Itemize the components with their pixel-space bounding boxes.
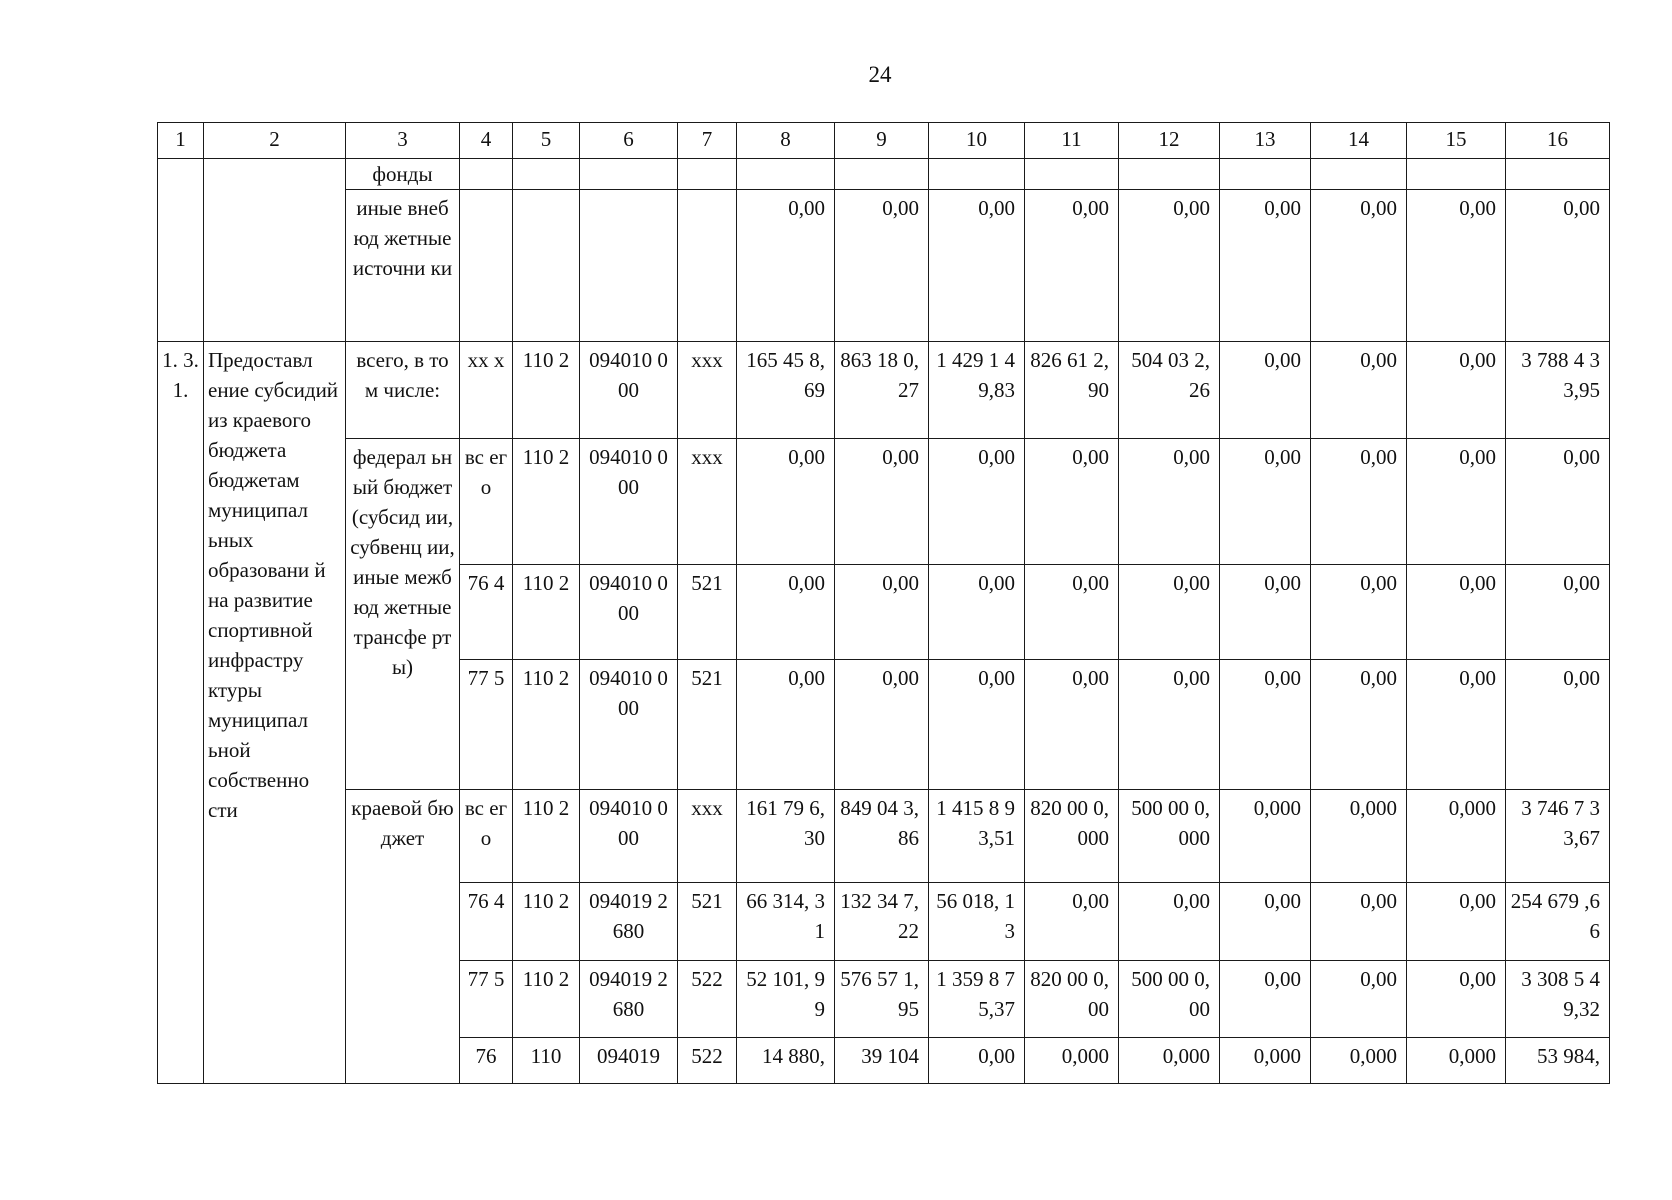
- budget-table: [157, 122, 1610, 1084]
- value-cell: 0,00: [1220, 961, 1311, 1038]
- value-cell: 3 746 7 33,67: [1506, 790, 1610, 883]
- table-cell: [835, 159, 929, 190]
- value-cell: 0,00: [1311, 961, 1407, 1038]
- value-cell: 0,00: [1119, 883, 1220, 961]
- code-cell: 76: [460, 1038, 513, 1084]
- value-cell: 0,00: [1119, 660, 1220, 790]
- table-cell: [513, 190, 580, 342]
- value-cell: 52 101, 99: [737, 961, 835, 1038]
- value-cell: 0,00: [1407, 565, 1506, 660]
- value-cell: 0,000: [1220, 1038, 1311, 1084]
- page-number: 24: [868, 62, 892, 87]
- value-cell: 56 018, 13: [929, 883, 1025, 961]
- table-row: [158, 790, 1610, 883]
- code-cell: 77 5: [460, 961, 513, 1038]
- value-cell: 0,00: [1220, 342, 1311, 439]
- code-cell: 110 2: [513, 660, 580, 790]
- table-cell: [204, 159, 346, 342]
- code-cell: 110 2: [513, 565, 580, 660]
- value-cell: 132 34 7,22: [835, 883, 929, 961]
- value-cell: 0,00: [1506, 565, 1610, 660]
- table-cell: [1220, 159, 1311, 190]
- value-cell: 0,00: [1311, 342, 1407, 439]
- value-cell: 0,00: [1407, 342, 1506, 439]
- value-cell: 0,000: [1311, 790, 1407, 883]
- value-cell: 0,00: [835, 190, 929, 342]
- value-cell: 0,00: [737, 565, 835, 660]
- code-cell: 110 2: [513, 439, 580, 565]
- value-cell: 0,00: [1220, 883, 1311, 961]
- table-cell: [1506, 159, 1610, 190]
- item-description-cell: Предоставл ение субсидий из краевого бюджета бюджетам муниципал ьных образовани й на развитие спортивной инфрастру ктуры муниципал ьной собственно сти: [204, 342, 346, 1084]
- table-cell: [678, 159, 737, 190]
- header-cell: 10: [929, 123, 1025, 159]
- value-cell: 0,00: [1119, 439, 1220, 565]
- value-cell: 0,00: [929, 565, 1025, 660]
- value-cell: 504 03 2,26: [1119, 342, 1220, 439]
- header-cell: 6: [580, 123, 678, 159]
- value-cell: 0,00: [835, 660, 929, 790]
- code-cell: 521: [678, 565, 737, 660]
- code-cell: ххх: [678, 439, 737, 565]
- code-cell: ххх: [678, 342, 737, 439]
- table-cell: [460, 190, 513, 342]
- value-cell: 0,00: [1506, 439, 1610, 565]
- value-cell: 39 104: [835, 1038, 929, 1084]
- value-cell: 0,00: [1311, 883, 1407, 961]
- code-cell: 521: [678, 660, 737, 790]
- code-cell: 094010 000: [580, 342, 678, 439]
- value-cell: 0,00: [1506, 660, 1610, 790]
- value-cell: 0,00: [1407, 190, 1506, 342]
- value-cell: 254 679 ,66: [1506, 883, 1610, 961]
- value-cell: 0,00: [1025, 190, 1119, 342]
- value-cell: 0,00: [1025, 565, 1119, 660]
- table-cell: [580, 190, 678, 342]
- value-cell: 0,00: [1407, 439, 1506, 565]
- value-cell: 0,00: [1311, 190, 1407, 342]
- value-cell: 0,00: [1025, 660, 1119, 790]
- table-cell: [158, 159, 204, 342]
- value-cell: 0,000: [1025, 1038, 1119, 1084]
- value-cell: 0,00: [1220, 439, 1311, 565]
- code-cell: вс ег о: [460, 790, 513, 883]
- header-row: [158, 123, 1610, 159]
- value-cell: 53 984,: [1506, 1038, 1610, 1084]
- code-cell: вс ег о: [460, 439, 513, 565]
- value-cell: 0,00: [1220, 660, 1311, 790]
- code-cell: 76 4: [460, 565, 513, 660]
- header-cell: 16: [1506, 123, 1610, 159]
- value-cell: 14 880,: [737, 1038, 835, 1084]
- header-cell: 11: [1025, 123, 1119, 159]
- value-cell: 0,00: [835, 565, 929, 660]
- header-cell: 1: [158, 123, 204, 159]
- header-cell: 4: [460, 123, 513, 159]
- value-cell: 0,00: [929, 439, 1025, 565]
- source-cell: всего, в том числе:: [346, 342, 460, 439]
- value-cell: 0,00: [737, 660, 835, 790]
- value-cell: 0,00: [1220, 190, 1311, 342]
- value-cell: 820 00 0,00: [1025, 961, 1119, 1038]
- code-cell: 094019 2680: [580, 883, 678, 961]
- value-cell: 1 415 8 93,51: [929, 790, 1025, 883]
- value-cell: 500 00 0,00: [1119, 961, 1220, 1038]
- code-cell: 094010 000: [580, 660, 678, 790]
- code-cell: 110 2: [513, 961, 580, 1038]
- value-cell: 0,00: [1025, 439, 1119, 565]
- code-cell: хх х: [460, 342, 513, 439]
- value-cell: 0,00: [835, 439, 929, 565]
- value-cell: 66 314, 31: [737, 883, 835, 961]
- code-cell: 094010 000: [580, 790, 678, 883]
- code-cell: 110 2: [513, 342, 580, 439]
- value-cell: 0,00: [1407, 660, 1506, 790]
- value-cell: 0,00: [1311, 439, 1407, 565]
- source-cell: краевой бюджет: [346, 790, 460, 1084]
- header-cell: 8: [737, 123, 835, 159]
- header-cell: 12: [1119, 123, 1220, 159]
- value-cell: 849 04 3,86: [835, 790, 929, 883]
- value-cell: 161 79 6,30: [737, 790, 835, 883]
- header-cell: 14: [1311, 123, 1407, 159]
- table-cell: [678, 190, 737, 342]
- value-cell: 0,00: [1311, 660, 1407, 790]
- code-cell: 521: [678, 883, 737, 961]
- value-cell: 0,00: [1119, 565, 1220, 660]
- table-cell: [460, 159, 513, 190]
- value-cell: 0,00: [1220, 565, 1311, 660]
- code-cell: 76 4: [460, 883, 513, 961]
- header-cell: 5: [513, 123, 580, 159]
- header-cell: 2: [204, 123, 346, 159]
- value-cell: 1 429 1 49,83: [929, 342, 1025, 439]
- table-row: [158, 159, 1610, 190]
- item-number-cell: 1. 3. 1.: [158, 342, 204, 1084]
- table-row: [158, 439, 1610, 565]
- table-row: [158, 342, 1610, 439]
- value-cell: 0,00: [929, 190, 1025, 342]
- code-cell: 110 2: [513, 883, 580, 961]
- code-cell: 522: [678, 961, 737, 1038]
- header-cell: 15: [1407, 123, 1506, 159]
- table-cell: [1119, 159, 1220, 190]
- value-cell: 0,00: [1407, 883, 1506, 961]
- value-cell: 826 61 2,90: [1025, 342, 1119, 439]
- value-cell: 3 788 4 33,95: [1506, 342, 1610, 439]
- table-cell: [929, 159, 1025, 190]
- value-cell: 0,00: [929, 1038, 1025, 1084]
- value-cell: 0,00: [1025, 883, 1119, 961]
- value-cell: 0,00: [1311, 565, 1407, 660]
- value-cell: 0,000: [1407, 1038, 1506, 1084]
- table-cell: [580, 159, 678, 190]
- table-cell: [737, 159, 835, 190]
- value-cell: 0,00: [737, 439, 835, 565]
- code-cell: 094019: [580, 1038, 678, 1084]
- header-cell: 13: [1220, 123, 1311, 159]
- value-cell: 165 45 8,69: [737, 342, 835, 439]
- source-cell: федерал ьный бюджет (субсид ии, субвенц ии, иные межбюд жетные трансфе рты): [346, 439, 460, 790]
- value-cell: 576 57 1,95: [835, 961, 929, 1038]
- code-cell: ххх: [678, 790, 737, 883]
- value-cell: 0,00: [1506, 190, 1610, 342]
- value-cell: 500 00 0,000: [1119, 790, 1220, 883]
- value-cell: 0,00: [929, 660, 1025, 790]
- header-cell: 9: [835, 123, 929, 159]
- value-cell: 0,00: [737, 190, 835, 342]
- value-cell: 1 359 8 75,37: [929, 961, 1025, 1038]
- value-cell: 0,00: [1407, 961, 1506, 1038]
- code-cell: 094019 2680: [580, 961, 678, 1038]
- value-cell: 0,00: [1119, 190, 1220, 342]
- header-cell: 7: [678, 123, 737, 159]
- code-cell: 522: [678, 1038, 737, 1084]
- code-cell: 110 2: [513, 790, 580, 883]
- code-cell: 094010 000: [580, 565, 678, 660]
- header-cell: 3: [346, 123, 460, 159]
- value-cell: 3 308 5 49,32: [1506, 961, 1610, 1038]
- table-cell: [513, 159, 580, 190]
- table-row: [158, 190, 1610, 342]
- code-cell: 110: [513, 1038, 580, 1084]
- code-cell: 094010 000: [580, 439, 678, 565]
- value-cell: 0,000: [1407, 790, 1506, 883]
- value-cell: 0,000: [1119, 1038, 1220, 1084]
- code-cell: 77 5: [460, 660, 513, 790]
- value-cell: 0,000: [1220, 790, 1311, 883]
- source-cell: иные внебюд жетные источни ки: [346, 190, 460, 342]
- table-cell: [1311, 159, 1407, 190]
- table-cell: [1025, 159, 1119, 190]
- source-cell: фонды: [346, 159, 460, 190]
- value-cell: 863 18 0,27: [835, 342, 929, 439]
- value-cell: 820 00 0,000: [1025, 790, 1119, 883]
- value-cell: 0,000: [1311, 1038, 1407, 1084]
- table-cell: [1407, 159, 1506, 190]
